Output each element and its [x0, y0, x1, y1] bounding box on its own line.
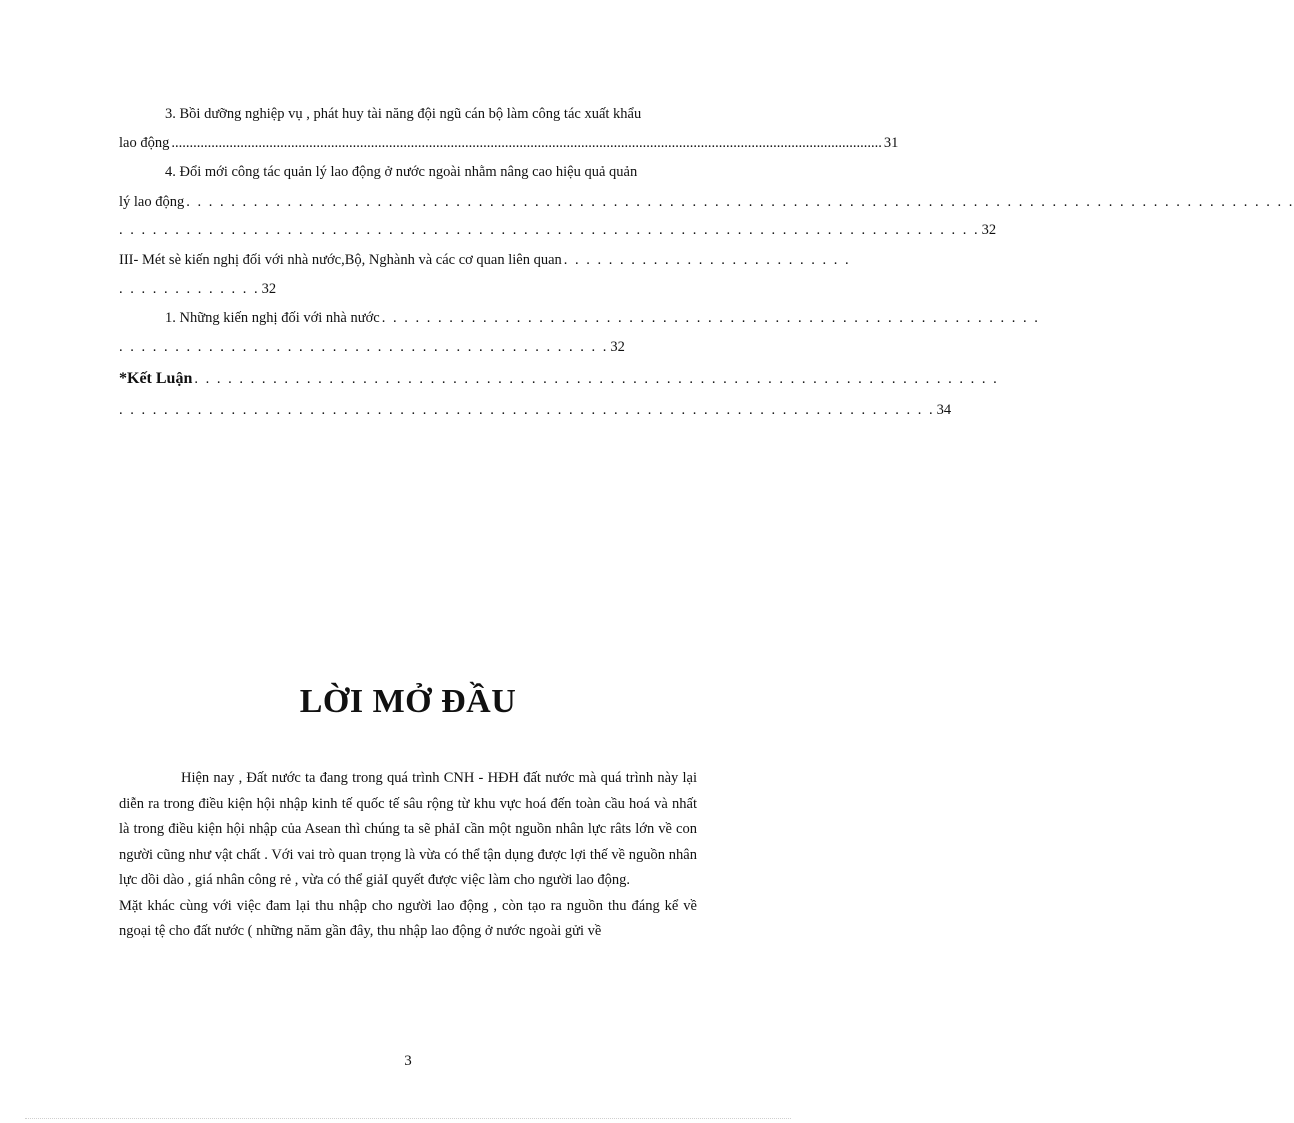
body-text [119, 766, 697, 945]
toc-leader-dots: . . . . . . . . . . . . . [119, 281, 260, 297]
toc-entry-1-line1 [119, 308, 1040, 328]
toc-entry-III-page: 32 [261, 281, 277, 297]
toc-entry-1-text: 1. Những kiến nghị đối với nhà nước [165, 310, 380, 326]
toc-leader-dots: . . . . . . . . . . . . . . . . . . . . . . . . . . . . . . . . . . . . . . . . . . . . . . . . . . . . . . . . . . . . . . . . . . . . . . . . . . . . . [119, 222, 980, 238]
toc-entry-3-line1 [119, 104, 697, 124]
toc-entry-3-line2 [119, 133, 899, 153]
toc-entry-ketluan-line1 [119, 369, 999, 389]
toc-leader-dots: . . . . . . . . . . . . . . . . . . . . . . . . . . . . . . . . . . . . . . . . . . . . . . . . . . . . . . . . . . . . . . . . . . . . . . . . . . . . . . . . . . . . . . . . . . . . . . . . . . . [186, 194, 1294, 210]
page-bottom-border [25, 1118, 791, 1119]
toc-entry-4-line2 [119, 192, 1294, 212]
toc-entry-1-line2 [119, 337, 625, 357]
toc-entry-III-line2 [119, 279, 277, 299]
toc-entry-4-line3 [119, 220, 997, 240]
toc-entry-4-line1 [119, 162, 697, 182]
toc-leader-dots: . . . . . . . . . . . . . . . . . . . . . . . . . . . . . . . . . . . . . . . . . . . . [119, 339, 609, 355]
toc-entry-3-page: 31 [883, 135, 899, 151]
page-number: 3 [404, 1053, 412, 1069]
toc-leader-dots: . . . . . . . . . . . . . . . . . . . . . . . . . . . . . . . . . . . . . . . . . . . . . . . . . . . . . . . . . . . . . . . . . . . . . . . . [194, 371, 999, 387]
toc-leader-dots: . . . . . . . . . . . . . . . . . . . . . . . . . . . . . . . . . . . . . . . . . . . . . . . . . . . . . . . . . . . . . . . . . . . . . . . . . [119, 402, 935, 418]
paragraph-1: Hiện nay , Đất nước ta đang trong quá trình CNH - HĐH đất nước mà quá trình này lại diễn ra trong điều kiện hội nhập kinh tế quốc tế sâu rộng từ khu vực hoá đến toàn cầu hoá và nhất là trong điều kiện hội nhập của Asean thì chúng ta sẽ phảI cần một nguồn nhân lực râts lớn về con người cũng như vật chất . Với vai trò quan trọng là vừa có thể tận dụng được lợi thế về nguồn nhân lực dồi dào , giá nhân công rẻ , vừa có thể giảI quyết được việc làm cho người lao động. [119, 770, 697, 888]
toc-entry-ketluan-text: *Kết Luận [119, 370, 193, 387]
toc-leader-dots: . . . . . . . . . . . . . . . . . . . . . . . . . . [563, 252, 851, 268]
toc-entry-1-page: 32 [610, 339, 625, 355]
section-heading: LỜI MỞ ĐẦU [299, 683, 517, 720]
toc-entry-ketluan-page: 34 [936, 402, 952, 418]
toc-entry-3-text: 3. Bồi dưỡng nghiệp vụ , phát huy tài năng đội ngũ cán bộ làm công tác xuất khẩu [165, 106, 642, 122]
toc-entry-III-text: III- Mét sè kiến nghị đối với nhà nước,Bộ, Nghành và các cơ quan liên quan [119, 252, 562, 268]
toc-entry-4-cont: lý lao động [119, 194, 185, 210]
toc-entry-3-cont: lao động [119, 135, 170, 151]
toc-entry-4-page: 32 [981, 222, 997, 238]
toc-entry-4-text: 4. Đổi mới công tác quản lý lao động ở nước ngoài nhằm nâng cao hiệu quả quản [165, 164, 638, 180]
toc-entry-III-line1 [119, 250, 851, 270]
paragraph-2: Mặt khác cùng với việc đam lại thu nhập cho người lao động , còn tạo ra nguồn thu đáng kể về ngoại tệ cho đất nước ( những năm gần đây, thu nhập lao động ở nước ngoài gửi về [119, 897, 697, 939]
toc-leader-dots: .................................................................................................................................................................................................... [171, 135, 882, 151]
toc-entry-ketluan-line2 [119, 400, 952, 420]
toc-leader-dots: . . . . . . . . . . . . . . . . . . . . . . . . . . . . . . . . . . . . . . . . . . . . . . . . . . . . . . . . . . . [381, 310, 1040, 326]
